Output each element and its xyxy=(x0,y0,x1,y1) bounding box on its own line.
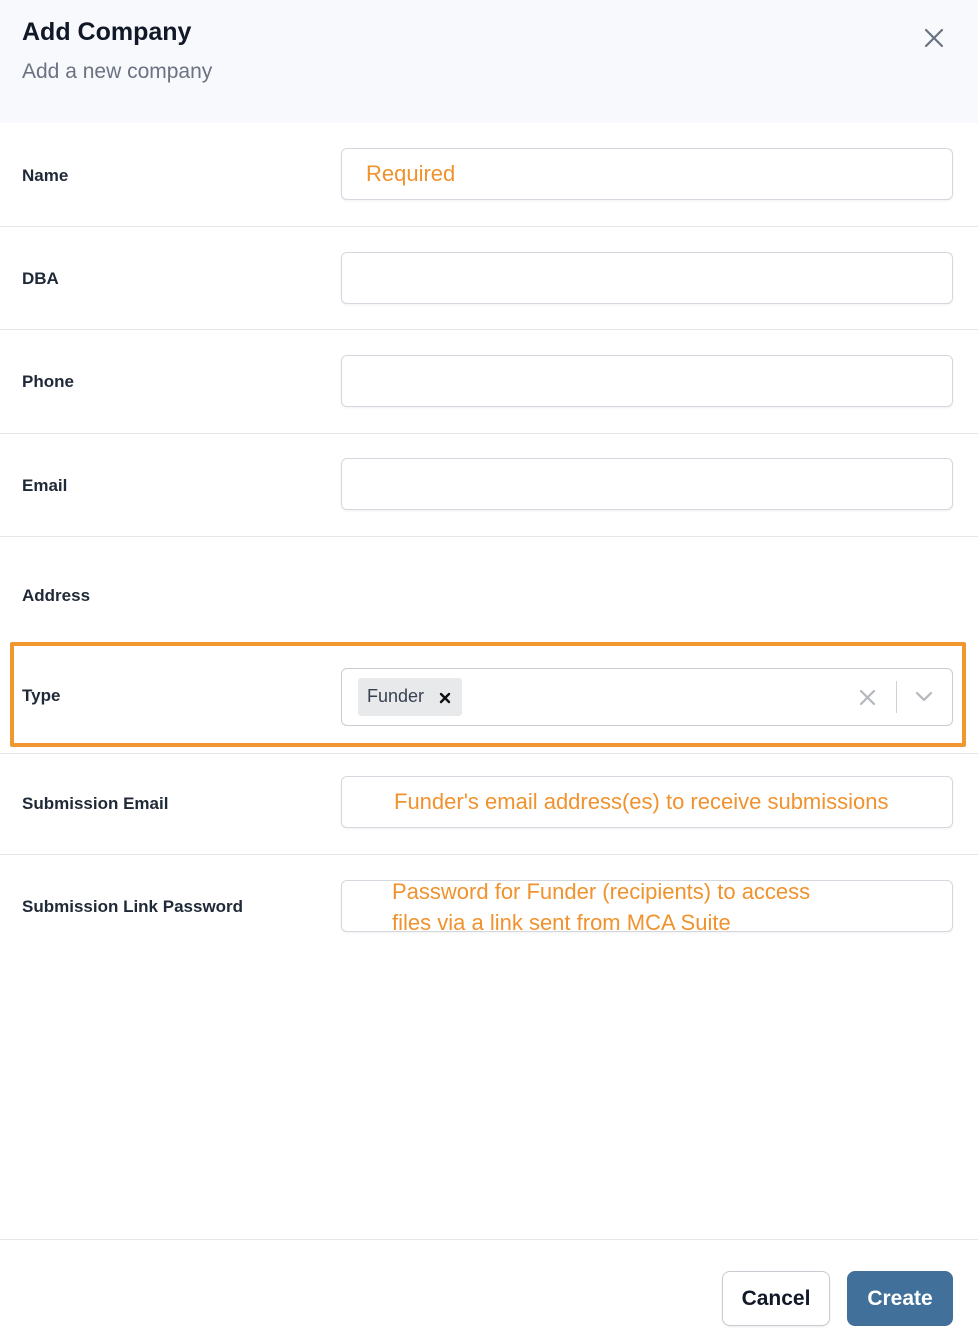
phone-row xyxy=(0,330,978,434)
name-input[interactable] xyxy=(341,148,953,200)
email-label: Email xyxy=(22,476,68,495)
dialog-header xyxy=(0,0,978,123)
type-chip-label: Funder xyxy=(367,686,425,706)
select-divider xyxy=(896,681,897,713)
chevron-down-icon xyxy=(914,690,934,704)
clear-icon xyxy=(858,688,877,707)
password-hint-line2: files via a link sent from MCA Suite xyxy=(392,910,731,935)
name-label: Name xyxy=(22,166,69,185)
name-row xyxy=(0,123,978,227)
address-label: Address xyxy=(22,586,91,605)
dba-label: DBA xyxy=(22,269,59,288)
close-icon xyxy=(918,22,950,54)
type-label: Type xyxy=(22,686,61,705)
address-row xyxy=(0,537,978,642)
password-hint-line1: Password for Funder (recipients) to access xyxy=(392,879,811,904)
dialog-subtitle: Add a new company xyxy=(22,60,213,83)
submission-email-hint: Funder's email address(es) to receive submissions xyxy=(394,789,889,814)
type-chip-funder xyxy=(358,678,462,716)
phone-input[interactable] xyxy=(341,355,953,407)
email-row xyxy=(0,434,978,537)
cancel-button[interactable]: Cancel xyxy=(722,1271,830,1326)
phone-label: Phone xyxy=(22,372,74,391)
remove-chip-button[interactable] xyxy=(438,691,452,705)
submission-password-label: Submission Link Password xyxy=(22,897,244,916)
dialog-title: Add Company xyxy=(22,18,192,46)
email-input[interactable] xyxy=(341,458,953,510)
clear-selection-button[interactable] xyxy=(858,688,877,707)
dba-input[interactable] xyxy=(341,252,953,304)
dba-row xyxy=(0,227,978,330)
footer-divider xyxy=(0,1239,978,1240)
type-select[interactable] xyxy=(341,668,953,726)
remove-chip-icon xyxy=(438,691,452,705)
dropdown-toggle[interactable] xyxy=(914,690,934,704)
submission-email-label: Submission Email xyxy=(22,794,169,813)
create-button[interactable]: Create xyxy=(847,1271,953,1326)
close-button[interactable] xyxy=(918,22,950,54)
